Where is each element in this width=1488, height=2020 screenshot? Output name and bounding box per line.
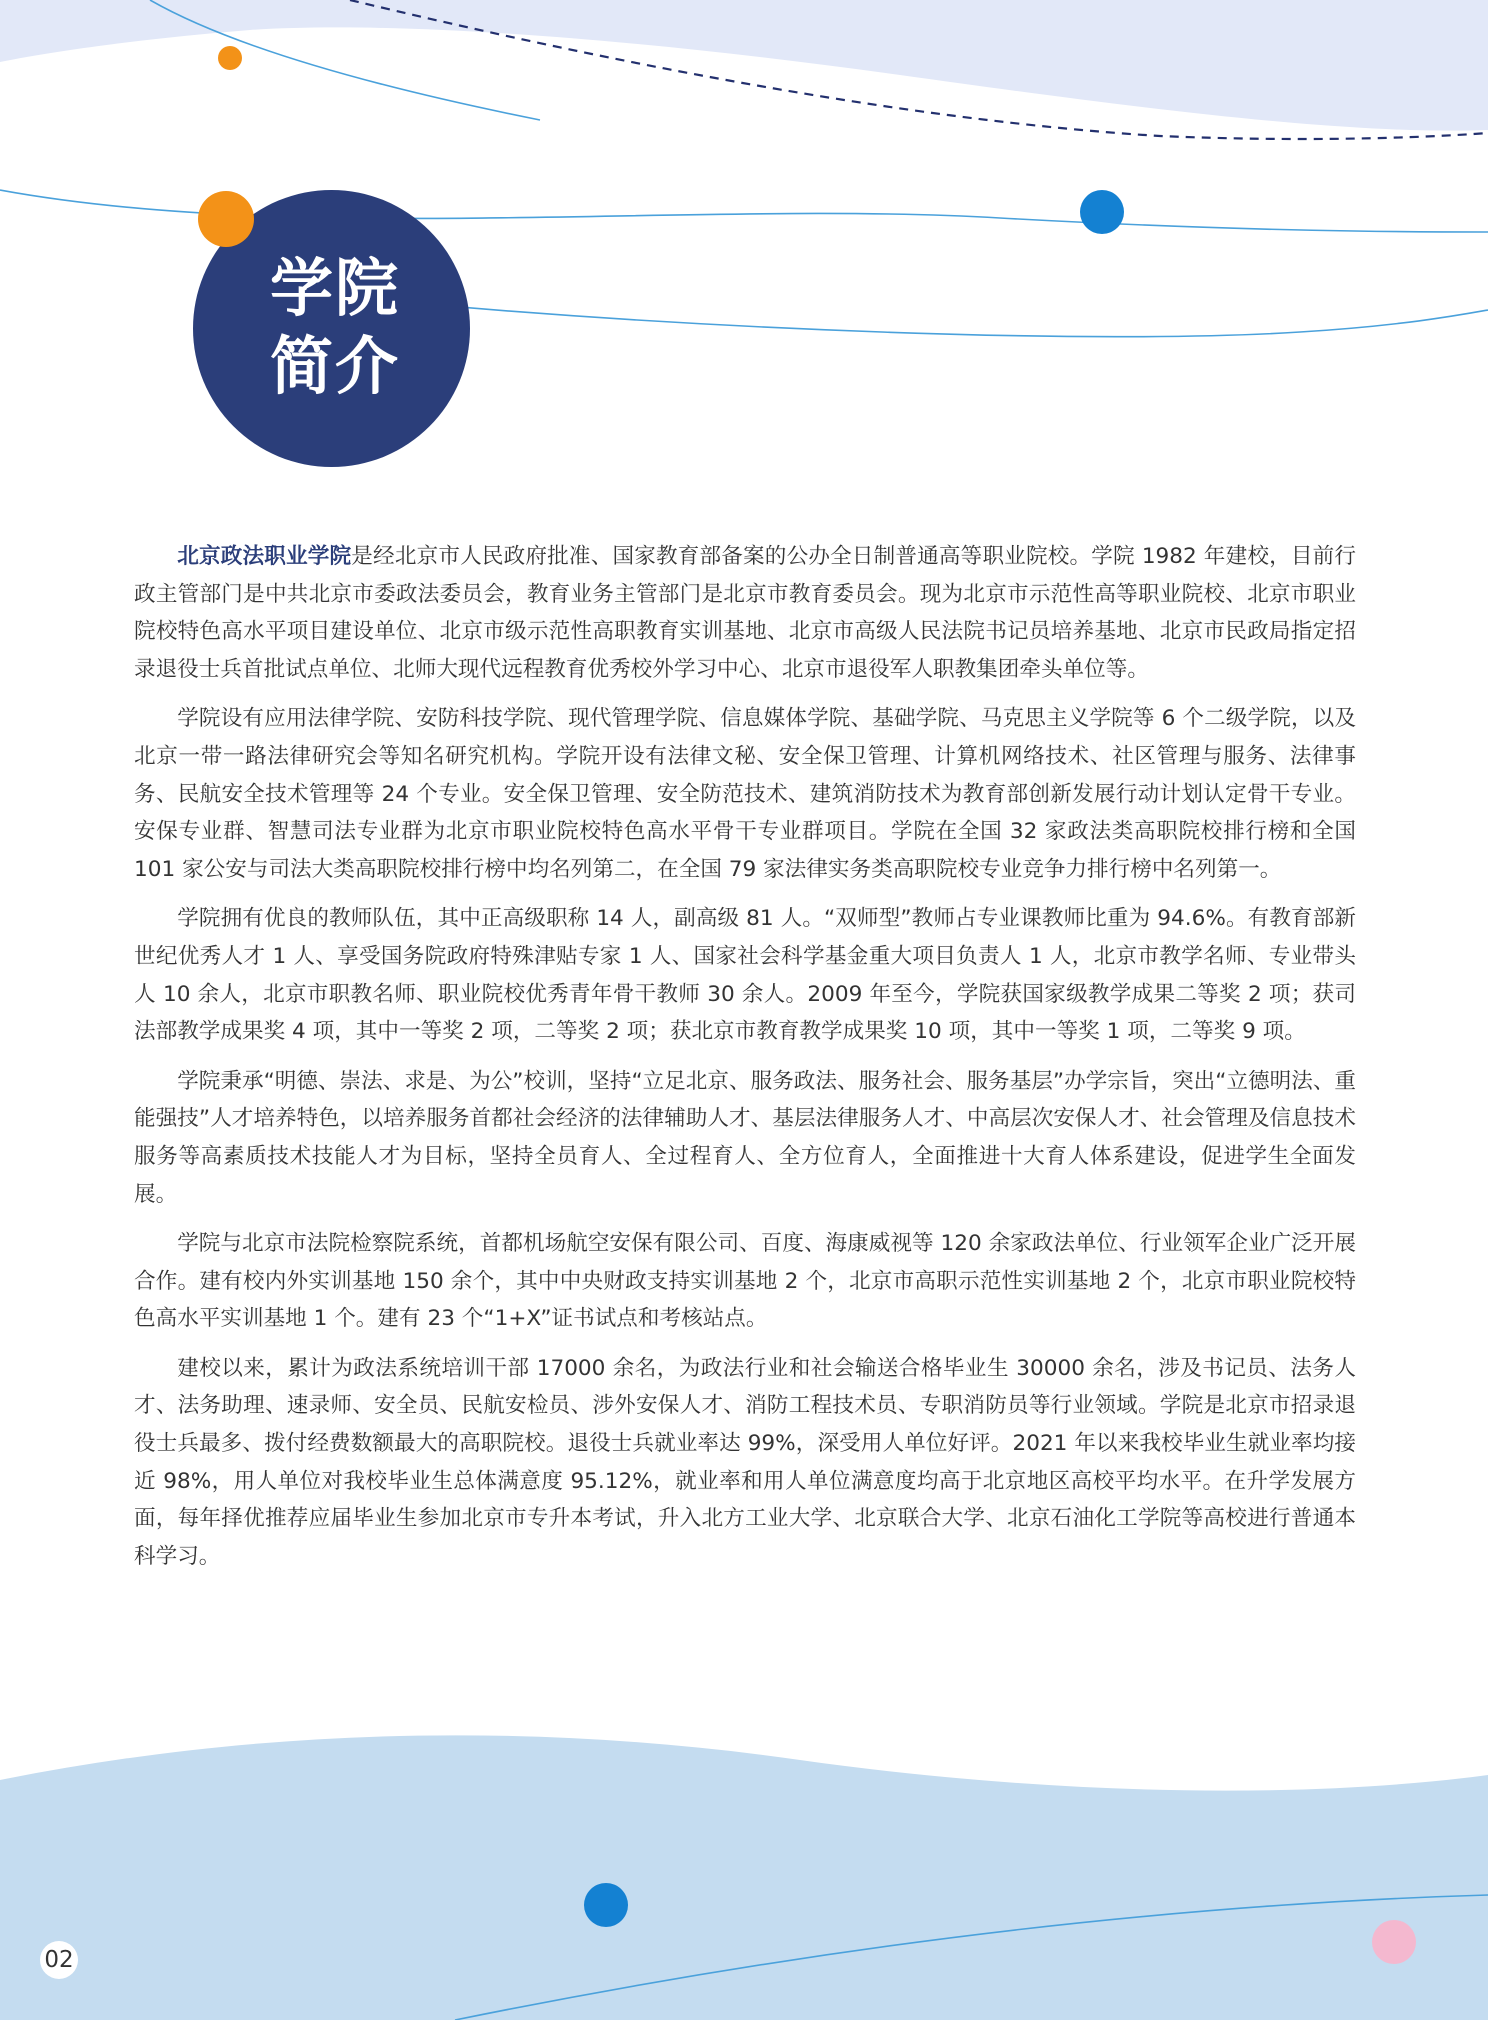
paragraph-3: 学院拥有优良的教师队伍，其中正高级职称 14 人，副高级 81 人。“双师型”教师占专业课教师比重为 94.6%。有教育部新世纪优秀人才 1 人、享受国务院政府特殊津贴专家 1 人、国家社会科学基金重大项目负责人 1 人，北京市教学名师、专业带头人 10 余人，北京市职教名师、职业院校优秀青年骨干教师 30 余人。2009 年至今，学院获国家级教学成果二等奖 2 项；获司法部教学成果奖 4 项，其中一等奖 2 项，二等奖 2 项；获北京市教育教学成果奖 10 项，其中一等奖 1 项，二等奖 9 项。 bbox=[134, 906, 1356, 1045]
bottom-wave-shape bbox=[0, 1735, 1488, 2020]
paragraph-5: 学院与北京市法院检察院系统，首都机场航空安保有限公司、百度、海康威视等 120 余家政法单位、行业领军企业广泛开展合作。建有校内外实训基地 150 余个，其中中央财政支持实训基地 2 个，北京市高职示范性实训基地 2 个，北京市职业院校特色高水平实训基地 1 个。建有 23 个“1+X”证书试点和考核站点。 bbox=[134, 1231, 1356, 1332]
orange-dot-layer bbox=[0, 0, 1488, 400]
paragraph-2: 学院设有应用法律学院、安防科技学院、现代管理学院、信息媒体学院、基础学院、马克思主义学院等 6 个二级学院，以及北京一带一路法律研究会等知名研究机构。学院开设有法律文秘、安全保卫管理、计算机网络技术、社区管理与服务、法律事务、民航安全技术管理等 24 个专业。安全保卫管理、安全防范技术、建筑消防技术为教育部创新发展行动计划认定骨干专业。安保专业群、智慧司法专业群为北京市职业院校特色高水平骨干专业群项目。学院在全国 32 家政法类高职院校排行榜和全国 101 家公安与司法大类高职院校排行榜中均名列第二，在全国 79 家法律实务类高职院校专业竞争力排行榜中名列第一。 bbox=[134, 706, 1356, 882]
paragraph-6: 建校以来，累计为政法系统培训干部 17000 余名，为政法行业和社会输送合格毕业生 30000 余名，涉及书记员、法务人才、法务助理、速录师、安全员、民航安检员、涉外安保人才、消防工程技术员、专职消防员等行业领域。学院是北京市招录退役士兵最多、拨付经费数额最大的高职院校。退役士兵就业率达 99%，深受用人单位好评。2021 年以来我校毕业生就业率均接近 98%，用人单位对我校毕业生总体满意度 95.12%，就业率和用人单位满意度均高于北京地区高校平均水平。在升学发展方面，每年择优推荐应届毕业生参加北京市专升本考试，升入北方工业大学、北京联合大学、北京石油化工学院等高校进行普通本科学习。 bbox=[134, 1355, 1356, 1569]
college-name: 北京政法职业学院 bbox=[177, 544, 352, 569]
large-orange-dot bbox=[198, 191, 254, 247]
blue-dot-bottom bbox=[584, 1883, 628, 1927]
pink-dot bbox=[1372, 1920, 1416, 1964]
title-line-1: 学院 bbox=[270, 252, 400, 325]
paragraph-1-text: 是经北京市人民政府批准、国家教育部备案的公办全日制普通高等职业院校。学院 1982 年建校，目前行政主管部门是中共北京市委政法委员会，教育业务主管部门是北京市教育委员会。现为北京市示范性高等职业院校、北京市职业院校特色高水平项目建设单位、北京市级示范性高职教育实训基地、北京市高级人民法院书记员培养基地、北京市民政局指定招录退役士兵首批试点单位、北师大现代远程教育优秀校外学习中心、北京市退役军人职教集团牵头单位等。 bbox=[134, 544, 1356, 682]
paragraph-1 bbox=[134, 538, 1356, 688]
intro-content bbox=[134, 538, 1356, 1587]
section-title bbox=[270, 250, 400, 406]
paragraph-4: 学院秉承“明德、崇法、求是、为公”校训，坚持“立足北京、服务政法、服务社会、服务基层”办学宗旨，突出“立德明法、重能强技”人才培养特色，以培养服务首都社会经济的法律辅助人才、基层法律服务人才、中高层次安保人才、社会管理及信息技术服务等高素质技术技能人才为目标，坚持全员育人、全过程育人、全方位育人，全面推进十大育人体系建设，促进学生全面发展。 bbox=[134, 1068, 1357, 1207]
page-number: 02 bbox=[40, 1941, 78, 1979]
title-line-2: 简介 bbox=[270, 330, 400, 403]
